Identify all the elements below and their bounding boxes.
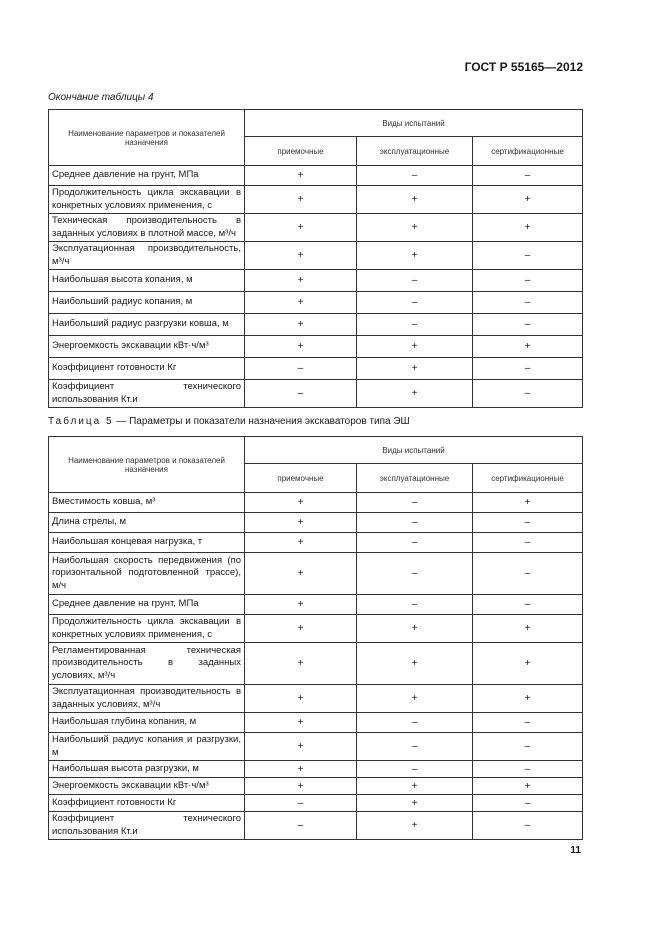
test-mark: + [245,685,357,713]
table-row [49,292,583,314]
test-mark: – [245,795,357,812]
test-mark: – [473,553,583,595]
test-mark: + [357,615,473,643]
test-mark: + [245,166,357,186]
test-mark: + [473,685,583,713]
test-mark: + [357,214,473,242]
test-mark: + [245,292,357,314]
parameter-name: Среднее давление на грунт, МПа [49,166,245,186]
parameter-name: Наибольшая глубина копания, м [49,713,245,733]
parameter-name: Наибольший радиус разгрузки ковша, м [49,314,245,336]
table-row [49,795,583,812]
table-row [49,713,583,733]
test-mark: – [357,713,473,733]
test-mark: + [357,643,473,685]
test-mark: – [473,513,583,533]
table-row [49,493,583,513]
column-header-name: Наименование параметров и показателей назначения [49,437,245,493]
test-mark: + [473,336,583,358]
table-row [49,643,583,685]
test-mark: + [357,795,473,812]
test-mark: – [473,358,583,380]
table-row [49,336,583,358]
table-row [49,314,583,336]
test-mark: – [245,358,357,380]
parameter-name: Вместимость ковша, м³ [49,493,245,513]
test-mark: – [357,533,473,553]
parameter-name: Коэффициент готовности Кг [49,795,245,812]
test-mark: + [357,242,473,270]
parameter-name: Энергоемкость экскавации кВт·ч/м³ [49,778,245,795]
table-row [49,186,583,214]
sub-header: эксплуатационные [357,464,473,493]
table-row [49,214,583,242]
table-row [49,513,583,533]
test-mark: + [245,733,357,761]
page-number: 11 [570,845,581,856]
table-row [49,166,583,186]
test-mark: – [473,166,583,186]
test-mark: + [245,314,357,336]
test-mark: + [473,778,583,795]
parameter-name: Коэффициент технического использования Кт.и [49,812,245,840]
test-mark: + [357,685,473,713]
test-mark: + [245,214,357,242]
test-mark: + [357,186,473,214]
test-mark: + [473,214,583,242]
test-mark: + [245,533,357,553]
test-mark: + [245,615,357,643]
test-mark: – [473,733,583,761]
parameter-name: Коэффициент готовности Кг [49,358,245,380]
table-row [49,615,583,643]
test-mark: – [473,314,583,336]
test-mark: + [357,812,473,840]
test-mark: – [245,380,357,408]
test-mark: – [473,292,583,314]
test-mark: + [245,761,357,778]
table4-caption: Окончание таблицы 4 [48,92,154,103]
column-header-name: Наименование параметров и показателей назначения [49,110,245,166]
test-mark: + [245,493,357,513]
parameter-name: Коэффициент технического использования Кт.и [49,380,245,408]
test-mark: – [473,270,583,292]
test-mark: – [357,314,473,336]
parameter-name: Регламентированная техническая производительность в заданных условиях, м³/ч [49,643,245,685]
table-row [49,812,583,840]
test-mark: + [245,336,357,358]
test-mark: – [357,761,473,778]
table-row [49,358,583,380]
test-mark: + [357,358,473,380]
parameter-name: Наибольший радиус копания, м [49,292,245,314]
test-mark: – [357,595,473,615]
test-mark: – [473,242,583,270]
sub-header: приемочные [245,137,357,166]
test-mark: – [357,292,473,314]
test-mark: + [245,242,357,270]
parameter-name: Длина стрелы, м [49,513,245,533]
test-mark: – [357,166,473,186]
standard-number: ГОСТ Р 55165—2012 [464,60,583,74]
table5-caption [48,416,410,427]
table-row [49,380,583,408]
table-4 [48,109,583,408]
parameter-name: Наибольшая концевая нагрузка, т [49,533,245,553]
test-mark: – [473,380,583,408]
table-row [49,270,583,292]
parameter-name: Энергоемкость экскавации кВт·ч/м³ [49,336,245,358]
table-row [49,778,583,795]
table-row [49,242,583,270]
test-mark: – [357,513,473,533]
test-mark: + [473,186,583,214]
test-mark: – [473,761,583,778]
sub-header: приемочные [245,464,357,493]
test-mark: + [245,778,357,795]
parameter-name: Продолжительность цикла экскавации в конкретных условиях применения, с [49,615,245,643]
test-mark: + [245,713,357,733]
parameter-name: Эксплуатационная производительность в заданных условиях, м³/ч [49,685,245,713]
test-mark: – [357,270,473,292]
table-row [49,553,583,595]
group-header: Виды испытаний [245,437,583,464]
parameter-name: Продолжительность цикла экскавации в конкретных условиях применения, с [49,186,245,214]
parameter-name: Наибольшая высота разгрузки, м [49,761,245,778]
table-row [49,685,583,713]
sub-header: эксплуатационные [357,137,473,166]
test-mark: + [245,643,357,685]
table-row [49,533,583,553]
test-mark: – [473,533,583,553]
parameter-name: Наибольший радиус копания и разгрузки, м [49,733,245,761]
test-mark: + [473,615,583,643]
test-mark: + [473,643,583,685]
test-mark: + [473,493,583,513]
table5-caption-text: — Параметры и показатели назначения экскаваторов типа ЭШ [116,416,410,427]
test-mark: – [245,812,357,840]
test-mark: – [473,812,583,840]
table-row [49,733,583,761]
parameter-name: Наибольшая скорость передвижения (по горизонтальной подготовленной трассе), м/ч [49,553,245,595]
table-row [49,761,583,778]
test-mark: – [473,595,583,615]
table5-caption-label: Таблица 5 [48,416,114,427]
sub-header: сертификационные [473,137,583,166]
test-mark: – [357,733,473,761]
group-header: Виды испытаний [245,110,583,137]
parameter-name: Наибольшая высота копания, м [49,270,245,292]
test-mark: + [245,513,357,533]
parameter-name: Техническая производительность в заданных условиях в плотной массе, м³/ч [49,214,245,242]
test-mark: – [357,553,473,595]
table-row [49,595,583,615]
test-mark: + [357,336,473,358]
test-mark: + [245,186,357,214]
test-mark: + [245,595,357,615]
test-mark: + [245,270,357,292]
parameter-name: Эксплуатационная производительность, м³/ч [49,242,245,270]
test-mark: + [357,778,473,795]
test-mark: – [357,493,473,513]
sub-header: сертификационные [473,464,583,493]
parameter-name: Среднее давление на грунт, МПа [49,595,245,615]
test-mark: + [357,380,473,408]
table-5 [48,436,583,840]
test-mark: – [473,713,583,733]
test-mark: – [473,795,583,812]
test-mark: + [245,553,357,595]
